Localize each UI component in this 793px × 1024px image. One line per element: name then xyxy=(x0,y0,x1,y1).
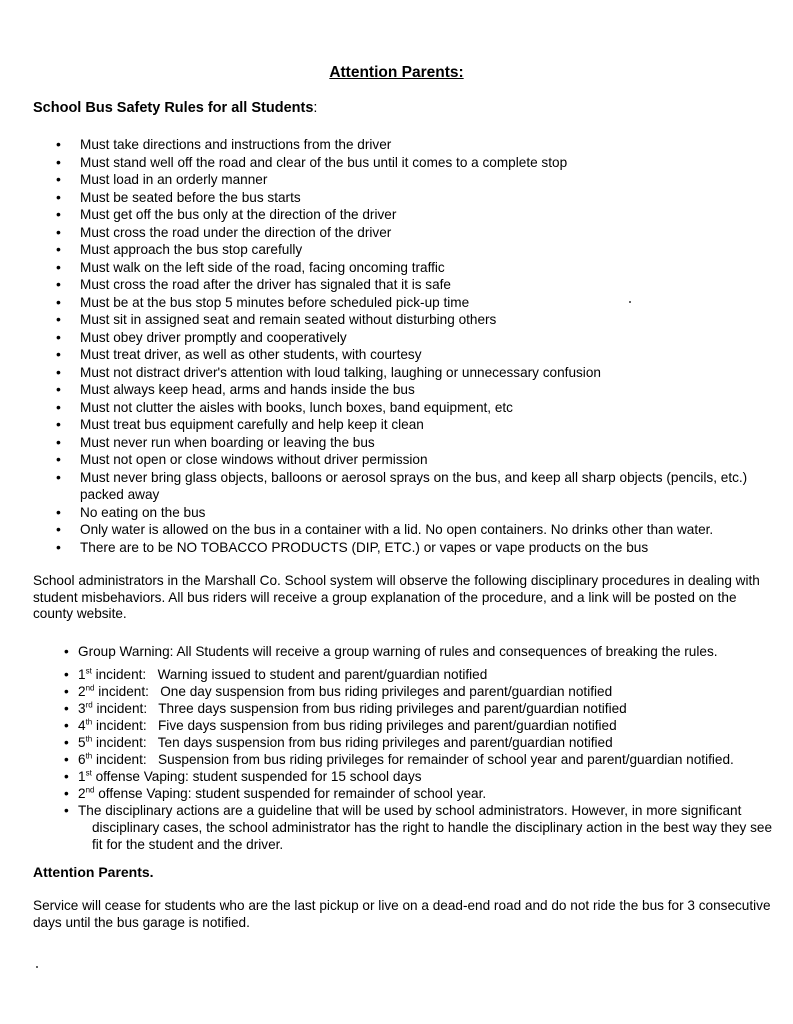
guideline-item: • The disciplinary actions are a guideline that will be used by school administrators. However, in more significant disciplinary cases, the school administrator has the right to handle the disciplinary action in the best way they see fit for the student and the driver. xyxy=(64,802,779,853)
vaping-text: offense Vaping: student suspended for 15 school days xyxy=(95,769,422,784)
rule-item: • Must not open or close windows without driver permission xyxy=(56,451,768,469)
rule-item: • Must be at the bus stop 5 minutes before scheduled pick-up time xyxy=(56,294,768,312)
rule-item: • Must treat driver, as well as other students, with courtesy xyxy=(56,346,768,364)
incident-label: incident: xyxy=(92,718,147,733)
incident-label: incident: xyxy=(92,701,148,716)
rule-item: • Must cross the road under the direction of the driver xyxy=(56,224,768,242)
incident-ordinal: nd xyxy=(85,683,95,693)
incident-item xyxy=(64,700,779,717)
rules-heading-colon: : xyxy=(313,100,318,116)
rule-item: • Must walk on the left side of the road, facing oncoming traffic xyxy=(56,259,768,277)
incident-number: 3 xyxy=(78,701,86,716)
incident-number: 1 xyxy=(78,667,86,682)
scan-speck xyxy=(629,301,631,303)
incident-text: Ten days suspension from bus riding privileges and parent/guardian notified xyxy=(157,735,613,750)
vaping-item xyxy=(64,768,779,785)
rule-item: • Must not clutter the aisles with books, lunch boxes, band equipment, etc xyxy=(56,399,768,417)
incident-label: incident: xyxy=(92,752,147,767)
rules-heading xyxy=(33,100,317,116)
rule-item: • Must approach the bus stop carefully xyxy=(56,241,768,259)
rule-item: • Must get off the bus only at the direction of the driver xyxy=(56,206,768,224)
rule-item: • Must sit in assigned seat and remain seated without disturbing others xyxy=(56,311,768,329)
rule-item: • Must obey driver promptly and cooperatively xyxy=(56,329,768,347)
rule-item: • Must be seated before the bus starts xyxy=(56,189,768,207)
incident-item xyxy=(64,734,779,751)
incident-item xyxy=(64,751,779,768)
vaping-number: 1 xyxy=(78,769,86,784)
incident-text: One day suspension from bus riding privileges and parent/guardian notified xyxy=(160,684,613,699)
incident-ordinal: st xyxy=(85,666,92,676)
incident-ordinal: th xyxy=(85,751,93,761)
rule-item: • No eating on the bus xyxy=(56,504,768,522)
disciplinary-list xyxy=(64,643,779,853)
incident-label: incident: xyxy=(92,735,147,750)
incident-number: 6 xyxy=(78,752,86,767)
incident-item xyxy=(64,666,779,683)
incident-ordinal: rd xyxy=(85,700,93,710)
vaping-ordinal: nd xyxy=(85,785,95,795)
incident-ordinal: th xyxy=(85,717,93,727)
rule-item: • Must always keep head, arms and hands inside the bus xyxy=(56,381,768,399)
incident-item xyxy=(64,683,779,700)
incident-number: 2 xyxy=(78,684,86,699)
page-title: Attention Parents: xyxy=(329,64,464,81)
incident-number: 5 xyxy=(78,735,86,750)
rule-item: • There are to be NO TOBACCO PRODUCTS (DIP, ETC.) or vapes or vape products on the bus xyxy=(56,539,768,557)
rule-item: • Must take directions and instructions from the driver xyxy=(56,136,768,154)
incident-number: 4 xyxy=(78,718,86,733)
rule-item: • Must not distract driver's attention with loud talking, laughing or unnecessary confusion xyxy=(56,364,768,382)
notice-heading: Attention Parents. xyxy=(33,864,154,880)
incident-label: incident: xyxy=(94,684,149,699)
incident-text: Warning issued to student and parent/guardian notified xyxy=(157,667,488,682)
incident-ordinal: th xyxy=(85,734,93,744)
scan-speck xyxy=(36,966,38,968)
rule-item: • Only water is allowed on the bus in a container with a lid. No open containers. No drinks other than water. xyxy=(56,521,768,539)
safety-rules-list xyxy=(56,136,768,556)
group-warning-item: • Group Warning: All Students will receive a group warning of rules and consequences of breaking the rules. xyxy=(64,643,779,660)
rules-heading-text: School Bus Safety Rules for all Students xyxy=(33,100,314,116)
incident-label: incident: xyxy=(91,667,147,682)
rule-item: • Must never run when boarding or leaving the bus xyxy=(56,434,768,452)
rule-item: • Must treat bus equipment carefully and help keep it clean xyxy=(56,416,768,434)
rule-item: • Must cross the road after the driver has signaled that it is safe xyxy=(56,276,768,294)
admin-paragraph: School administrators in the Marshall Co. School system will observe the following disciplinary procedures in dealing with student misbehaviors. All bus riders will receive a group explanation of the procedure, and a link will be posted on the county website. xyxy=(33,573,760,621)
incident-text: Three days suspension from bus riding privileges and parent/guardian notified xyxy=(158,701,627,716)
rule-item: • Must stand well off the road and clear of the bus until it comes to a complete stop xyxy=(56,154,768,172)
rule-item: • Must never bring glass objects, balloons or aerosol sprays on the bus, and keep all sharp objects (pencils, etc.) packed away xyxy=(56,469,768,504)
incident-item xyxy=(64,717,779,734)
vaping-text: offense Vaping: student suspended for remainder of school year. xyxy=(98,786,487,801)
rule-item: • Must load in an orderly manner xyxy=(56,171,768,189)
vaping-item xyxy=(64,785,779,802)
vaping-ordinal: st xyxy=(85,768,92,778)
incident-text: Suspension from bus riding privileges for remainder of school year and parent/guardian notified. xyxy=(158,752,734,767)
service-paragraph: Service will cease for students who are the last pickup or live on a dead-end road and do not ride the bus for 3 consecutive days until the bus garage is notified. xyxy=(33,898,771,930)
vaping-number: 2 xyxy=(78,786,86,801)
incident-text: Five days suspension from bus riding privileges and parent/guardian notified xyxy=(158,718,617,733)
